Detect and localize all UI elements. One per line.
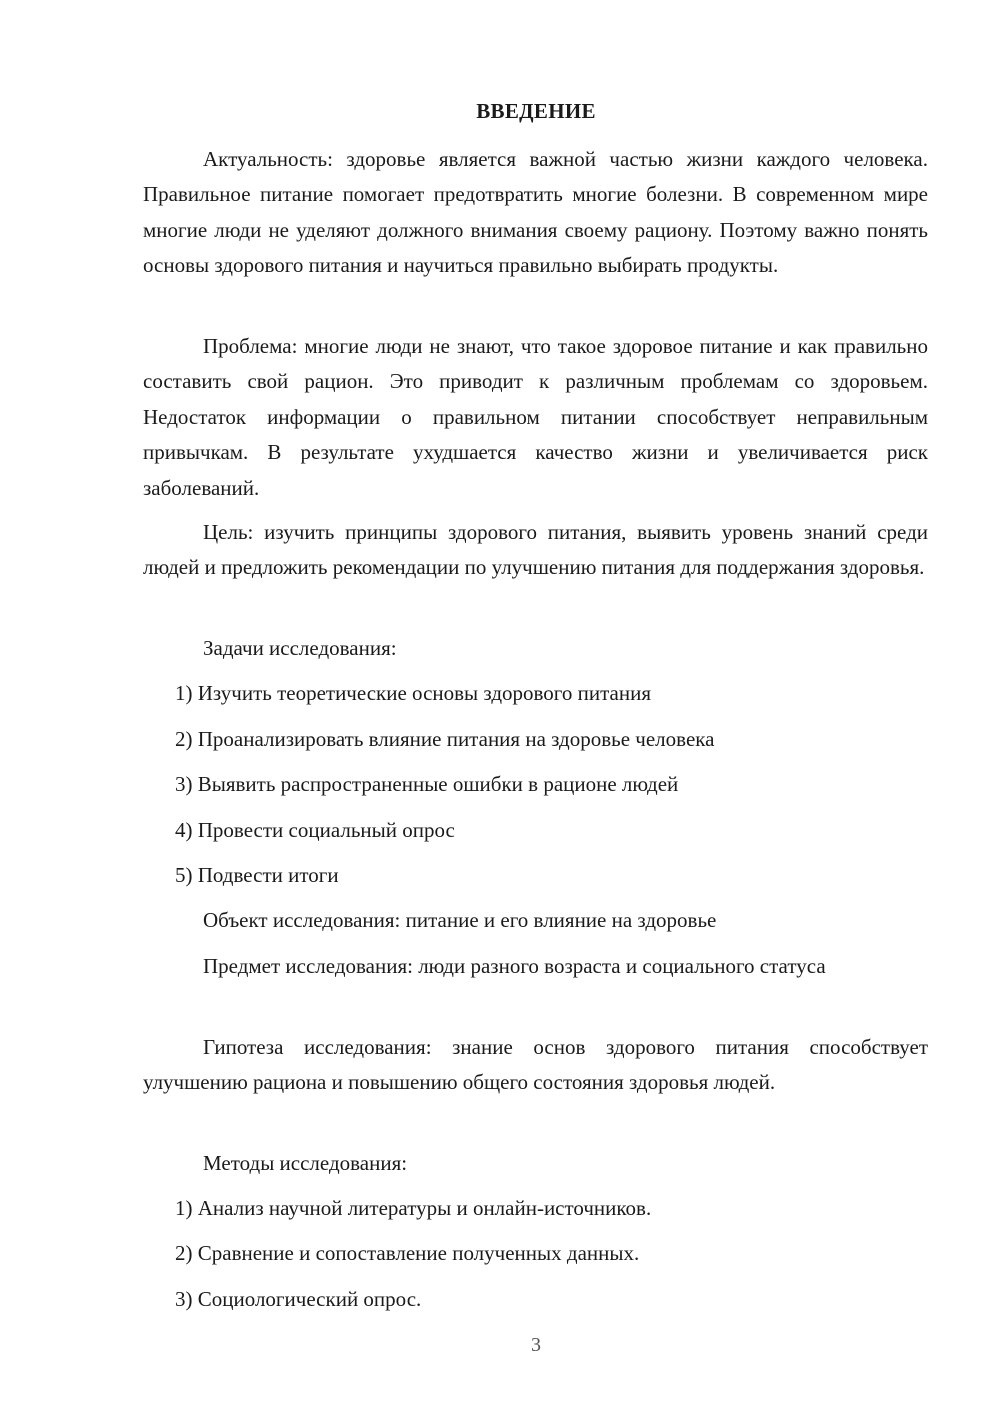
problem-paragraph: Проблема: многие люди не знают, что такое здоровое питание и как правильно составить свой рацион. Это приводит к различным проблемам со здоровьем. Недостаток информации о правильном питании способствует неправильным привычкам. В результате ухудшается качество жизни и увеличивается риск заболеваний. bbox=[143, 334, 928, 500]
page-number: 3 bbox=[531, 1334, 541, 1356]
relevance-paragraph: Актуальность: здоровье является важной частью жизни каждого человека. Правильное питание помогает предотвратить многие болезни. В современном мире многие люди не уделяют должного внимания своему рациону. Поэтому важно понять основы здорового питания и научиться правильно выбирать продукты. bbox=[143, 147, 928, 278]
task-item-2: 2) Проанализировать влияние питания на здоровье человека bbox=[175, 727, 715, 751]
method-item-3: 3) Социологический опрос. bbox=[175, 1287, 422, 1311]
tasks-heading: Задачи исследования: bbox=[203, 636, 397, 660]
subject-paragraph: Предмет исследования: люди разного возраста и социального статуса bbox=[203, 954, 826, 978]
object-paragraph: Объект исследования: питание и его влияние на здоровье bbox=[203, 908, 717, 932]
method-item-2: 2) Сравнение и сопоставление полученных данных. bbox=[175, 1241, 640, 1265]
method-item-1: 1) Анализ научной литературы и онлайн-источников. bbox=[175, 1196, 652, 1220]
methods-heading: Методы исследования: bbox=[203, 1151, 408, 1175]
goal-paragraph: Цель: изучить принципы здорового питания, выявить уровень знаний среди людей и предложить рекомендации по улучшению питания для поддержания здоровья. bbox=[143, 520, 928, 580]
task-item-5: 5) Подвести итоги bbox=[175, 863, 339, 887]
hypothesis-paragraph: Гипотеза исследования: знание основ здорового питания способствует улучшению рациона и повышению общего состояния здоровья людей. bbox=[143, 1035, 928, 1095]
task-item-1: 1) Изучить теоретические основы здорового питания bbox=[175, 681, 651, 705]
task-item-3: 3) Выявить распространенные ошибки в рационе людей bbox=[175, 772, 679, 796]
task-item-4: 4) Провести социальный опрос bbox=[175, 818, 455, 842]
page-title: ВВЕДЕНИЕ bbox=[476, 99, 596, 123]
